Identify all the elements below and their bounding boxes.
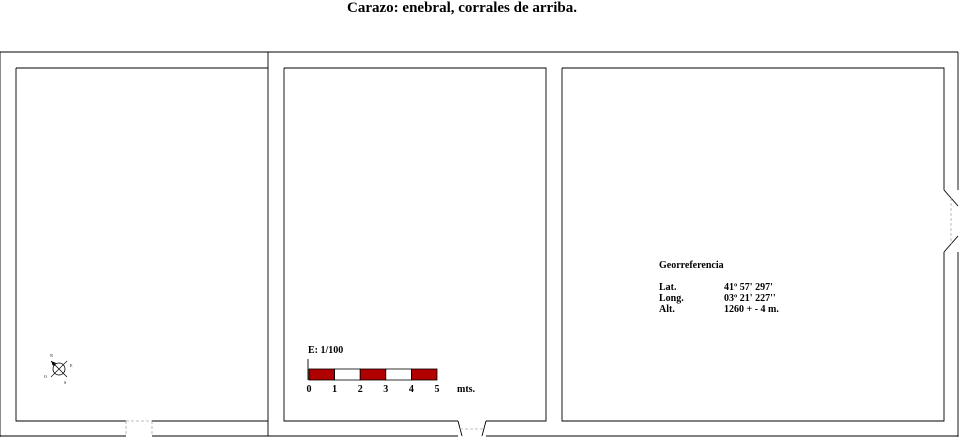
compass-e: E <box>70 363 73 368</box>
scale-tick-label: 0 <box>306 384 312 395</box>
room-1 <box>16 68 268 421</box>
scale-tick-label: 5 <box>434 384 440 395</box>
georef-long-key: Long. <box>659 293 684 304</box>
scale-segments <box>309 369 437 380</box>
room-2 <box>284 68 546 421</box>
compass-n: N <box>50 353 53 358</box>
scale-tick-label: 1 <box>332 384 338 395</box>
georef-lat-key: Lat. <box>659 282 677 293</box>
georef-long-value: 03º 21' 227'' <box>724 293 776 304</box>
scale-segment <box>411 369 437 380</box>
georef-lat-value: 41º 57' 297' <box>724 282 773 293</box>
georeference <box>659 260 779 315</box>
door-room-2 <box>458 421 486 436</box>
compass-icon <box>44 353 73 385</box>
scale-bar <box>307 345 476 395</box>
georef-heading: Georreferencia <box>659 260 724 271</box>
scale-segment <box>309 369 335 380</box>
plan-title: Carazo: enebral, corrales de arriba. <box>347 0 577 16</box>
compass-o: O <box>44 374 47 379</box>
scale-tick-label: 4 <box>408 384 414 395</box>
outer-walls <box>0 52 958 437</box>
georef-alt-key: Alt. <box>659 304 675 315</box>
scale-segment <box>360 369 386 380</box>
georef-alt-value: 1260 + - 4 m. <box>724 304 779 315</box>
scale-segment <box>386 369 412 380</box>
scale-segment <box>335 369 361 380</box>
scale-ticks <box>307 384 440 395</box>
scale-tick-label: 3 <box>383 384 389 395</box>
room-3 <box>562 68 944 421</box>
scale-label: E: 1/100 <box>308 345 344 356</box>
scale-tick-label: 2 <box>357 384 363 395</box>
door-room-1 <box>126 421 152 436</box>
scale-unit: mts. <box>457 384 476 395</box>
compass-s: S <box>64 380 67 385</box>
